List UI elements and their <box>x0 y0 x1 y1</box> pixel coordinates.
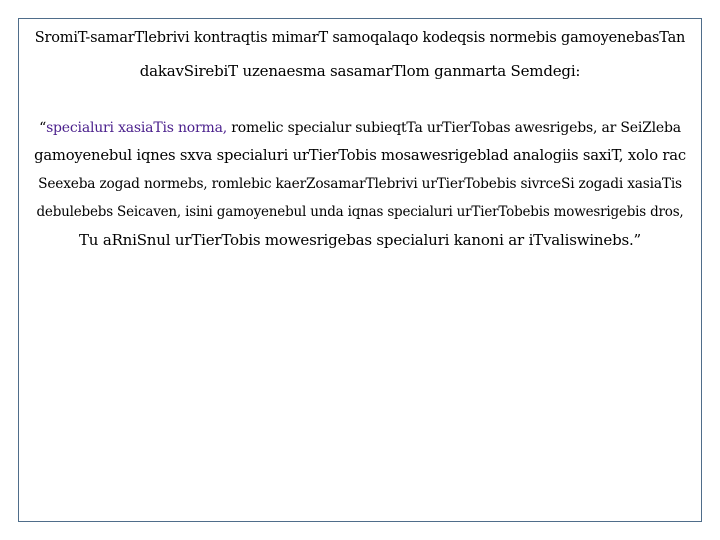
open-quote: “ <box>39 120 47 136</box>
quote-line-1-rest: romelic specialur subieqtTa urTierTobas awesrigebs, ar SeiZleba <box>227 120 681 136</box>
quote-paragraph <box>34 114 686 254</box>
quote-line-5: Tu aRniSnul urTierTobis mowesrigebas specialuri kanoni ar iTvaliswinebs.” <box>79 231 641 249</box>
quote-line-2: gamoyenebul iqnes sxva specialuri urTierTobis mosawesrigeblad analogiis saxiT, xolo rac <box>34 147 686 164</box>
slide-frame <box>18 18 702 522</box>
quote-line-1 <box>34 114 686 142</box>
heading <box>30 22 690 88</box>
heading-line-1: SromiT-samarTlebrivi kontraqtis mimarT samoqalaqo kodeqsis normebis gamoyenebasTan <box>34 30 686 46</box>
quote-line-4: debulebebs Seicaven, isini gamoyenebul unda iqnas specialuri urTierTobebis mowesrigebis dros, <box>36 204 684 220</box>
quote-term: specialuri xasiaTis norma, <box>46 120 227 136</box>
quote-line-3: Seexeba zogad normebs, romlebic kaerZosamarTlebrivi urTierTobebis sivrceSi zogadi xasiaTis <box>38 176 682 192</box>
heading-line-2: dakavSirebiT uzenaesma sasamarTlom ganmarta Semdegi: <box>139 62 581 80</box>
